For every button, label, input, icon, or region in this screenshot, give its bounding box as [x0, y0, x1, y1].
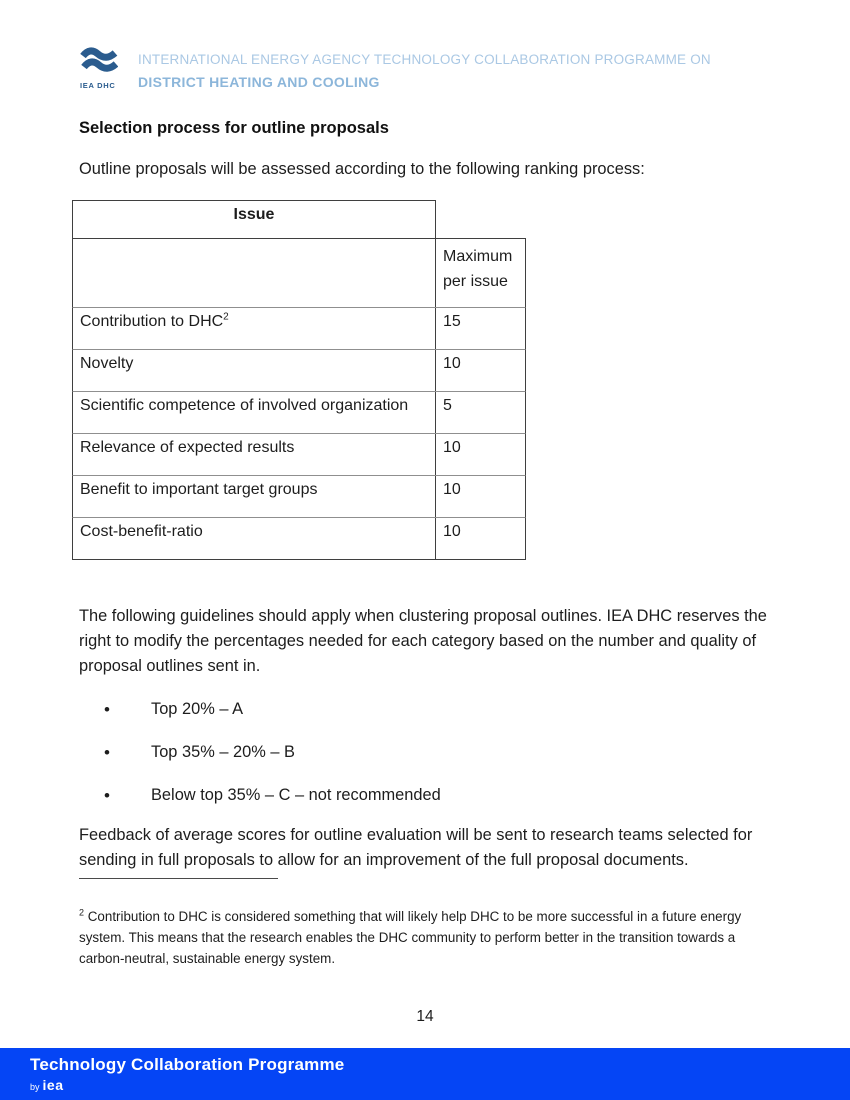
- max-score-cell: 10: [435, 476, 525, 517]
- table-row: [72, 308, 526, 350]
- bullet-item: [79, 783, 441, 808]
- footnote-text: Contribution to DHC is considered something that will likely help DHC to be more successful in a future energy system. This means that the research enables the DHC community to perform better in the transition towards a carbon-neutral, sustainable energy system.: [79, 909, 742, 966]
- table-row: [72, 518, 526, 560]
- issue-cell: Novelty: [80, 355, 134, 372]
- programme-title-line2: DISTRICT HEATING AND COOLING: [138, 74, 380, 90]
- page-number: 14: [416, 1008, 434, 1025]
- ranking-table: [72, 200, 526, 560]
- footer-by-label: by: [30, 1082, 40, 1092]
- issue-cell: Scientific competence of involved organization: [80, 397, 409, 414]
- max-score-cell: 15: [435, 308, 525, 349]
- max-score-cell: 10: [435, 518, 525, 559]
- footer-bar: [0, 1048, 850, 1100]
- max-score-cell: 10: [435, 350, 525, 391]
- footnote-separator: [79, 878, 278, 879]
- programme-title: [138, 46, 711, 90]
- footer-title: Technology Collaboration Programme: [30, 1055, 345, 1074]
- issue-column-header: Issue: [233, 206, 275, 223]
- footnote: [79, 906, 774, 969]
- logo-wordmark: IEA DHC: [80, 81, 116, 90]
- table-row: [72, 392, 526, 434]
- footnote-marker: 2: [79, 907, 85, 918]
- programme-title-line1: INTERNATIONAL ENERGY AGENCY TECHNOLOGY COLLABORATION PROGRAMME ON: [138, 52, 711, 67]
- table-header-row: [72, 200, 436, 238]
- table-row: [72, 434, 526, 476]
- max-column-header: Maximum per issue: [435, 239, 525, 307]
- bullet-item-text: • Top 35% – 20% – B: [151, 743, 295, 761]
- table-body: [72, 308, 526, 560]
- iea-dhc-logo: [80, 46, 120, 90]
- issue-cell: Contribution to DHC$^2$: [80, 311, 229, 330]
- table-subheader-row: [72, 238, 526, 308]
- table-row: [72, 350, 526, 392]
- issue-cell: Relevance of expected results: [80, 439, 295, 456]
- issue-cell: Benefit to important target groups: [80, 481, 318, 498]
- table-row: [72, 476, 526, 518]
- iea-wordmark: iea: [42, 1077, 64, 1093]
- bullet-item-text: • Top 20% – A: [151, 700, 244, 718]
- grading-bullet-list: [79, 697, 441, 826]
- issue-cell: Cost-benefit-ratio: [80, 523, 203, 540]
- bullet-item-text: • Below top 35% – C – not recommended: [151, 786, 441, 804]
- intro-paragraph: Outline proposals will be assessed according to the following ranking process:: [79, 160, 645, 178]
- guidelines-paragraph: The following guidelines should apply when clustering proposal outlines. IEA DHC reserves the right to modify the percentages needed for each category based on the number and quality of proposal outlines sent in.: [79, 607, 767, 675]
- brand-header: [80, 46, 711, 90]
- footnote-reference: 2: [223, 311, 229, 323]
- empty-cell: [73, 239, 435, 307]
- bullet-item: [79, 697, 441, 722]
- section-heading: Selection process for outline proposals: [79, 119, 389, 137]
- max-score-cell: 10: [435, 434, 525, 475]
- waves-icon: [80, 46, 118, 74]
- bullet-item: [79, 740, 441, 765]
- footer-byline: [30, 1077, 850, 1093]
- feedback-paragraph: Feedback of average scores for outline evaluation will be sent to research teams selected for sending in full proposals to allow for an improvement of the full proposal documents.: [79, 826, 753, 869]
- max-score-cell: 5: [435, 392, 525, 433]
